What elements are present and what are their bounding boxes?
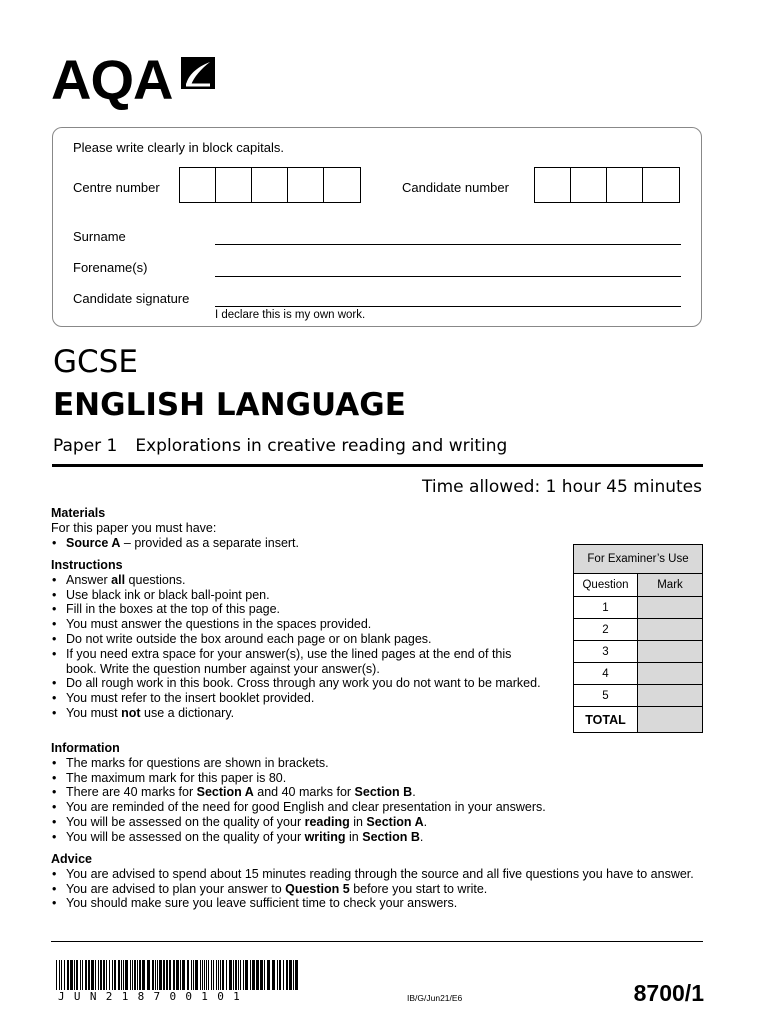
barcode-bar <box>59 960 60 990</box>
barcode-bar <box>211 960 212 990</box>
barcode-bar <box>250 960 251 990</box>
instruction-item: • Do not write outside the box around each page or on blank pages. <box>51 632 541 647</box>
barcode-bar <box>70 960 73 990</box>
centre-digit-box[interactable] <box>324 168 360 202</box>
barcode-bar <box>293 960 294 990</box>
barcode-bar <box>256 960 259 990</box>
surname-line[interactable] <box>215 244 681 245</box>
materials-heading: Materials <box>51 506 106 520</box>
centre-digit-box[interactable] <box>216 168 252 202</box>
signature-label: Candidate signature <box>73 291 190 306</box>
mark-cell <box>638 597 702 618</box>
aqa-leaf-icon <box>179 55 217 91</box>
barcode-bar <box>182 960 185 990</box>
centre-digit-box[interactable] <box>252 168 288 202</box>
barcode-bar <box>130 960 131 990</box>
barcode-bar <box>202 960 203 990</box>
barcode-bar <box>123 960 124 990</box>
candidate-digit-box[interactable] <box>607 168 643 202</box>
mark-cell <box>638 619 702 640</box>
barcode-bar <box>218 960 219 990</box>
barcode-bar <box>252 960 255 990</box>
barcode-bar <box>88 960 90 990</box>
barcode-bar <box>139 960 141 990</box>
barcode-bar <box>155 960 156 990</box>
barcode-bar <box>245 960 248 990</box>
information-item: • You will be assessed on the quality of your reading in Section A. <box>51 815 701 830</box>
aqa-logo: AQA <box>51 48 173 111</box>
centre-digit-box[interactable] <box>180 168 216 202</box>
barcode-bar <box>91 960 94 990</box>
total-label: TOTAL <box>574 707 638 732</box>
barcode-bar <box>283 960 284 990</box>
barcode-bar <box>103 960 105 990</box>
barcode-bar <box>187 960 189 990</box>
paper-title <box>53 436 507 456</box>
instruction-item: • If you need extra space for your answer(s), use the lined pages at the end of this book. Write the question number against your answer(s). <box>51 647 541 677</box>
barcode-bar <box>142 960 145 990</box>
barcode-bar <box>191 960 192 990</box>
barcode-bar <box>114 960 116 990</box>
footer-divider <box>51 941 703 942</box>
information-item: • The marks for questions are shown in brackets. <box>51 756 701 771</box>
subject-title: ENGLISH LANGUAGE <box>53 387 406 423</box>
examiner-use-table <box>573 544 703 733</box>
barcode-bar <box>74 960 75 990</box>
information-item: • The maximum mark for this paper is 80. <box>51 771 701 786</box>
barcode-bar <box>147 960 150 990</box>
barcode-bar <box>109 960 110 990</box>
barcode-bar <box>220 960 221 990</box>
block-capitals-instruction: Please write clearly in block capitals. <box>73 140 284 155</box>
barcode-bar <box>243 960 244 990</box>
time-allowed: Time allowed: 1 hour 45 minutes <box>422 477 702 497</box>
barcode-bar <box>67 960 69 990</box>
instruction-item: • Fill in the boxes at the top of this page. <box>51 602 541 617</box>
barcode-bar <box>152 960 154 990</box>
advice-heading: Advice <box>51 852 92 866</box>
barcode-bar <box>157 960 158 990</box>
title-divider <box>52 464 703 467</box>
barcode-bar <box>222 960 224 990</box>
barcode-bar <box>264 960 265 990</box>
instructions-heading: Instructions <box>51 558 123 572</box>
barcode-bar <box>226 960 227 990</box>
information-section <box>51 741 701 845</box>
barcode-bar <box>260 960 263 990</box>
question-number: 1 <box>574 597 638 618</box>
forename-line[interactable] <box>215 276 681 277</box>
barcode-bar <box>216 960 217 990</box>
barcode-bar <box>106 960 107 990</box>
paper-code: 8700/1 <box>633 980 704 1006</box>
mark-cell <box>638 663 702 684</box>
examiner-table-title: For Examiner’s Use <box>574 545 702 574</box>
candidate-number-label: Candidate number <box>402 180 509 195</box>
qualification-title: GCSE <box>53 344 138 380</box>
mark-cell <box>638 641 702 662</box>
instructions-section <box>51 558 541 721</box>
mark-column-header: Mark <box>638 574 702 596</box>
information-item: • You are reminded of the need for good English and clear presentation in your answers. <box>51 800 701 815</box>
barcode-bar <box>238 960 239 990</box>
barcode-bar <box>176 960 179 990</box>
barcode-bar <box>80 960 81 990</box>
barcode-bar <box>100 960 102 990</box>
instruction-item: • Answer all questions. <box>51 573 541 588</box>
question-number: 3 <box>574 641 638 662</box>
barcode-bar <box>82 960 83 990</box>
barcode-bar <box>208 960 209 990</box>
barcode-bar <box>277 960 278 990</box>
barcode-bar <box>295 960 298 990</box>
barcode-bar <box>279 960 281 990</box>
barcode-bar <box>121 960 122 990</box>
barcode-bar <box>95 960 96 990</box>
barcode-bar <box>235 960 237 990</box>
total-mark-cell <box>638 707 702 732</box>
barcode-bar <box>163 960 165 990</box>
mark-cell <box>638 685 702 706</box>
information-heading: Information <box>51 741 120 755</box>
barcode-bar <box>233 960 234 990</box>
barcode-bar <box>56 960 57 990</box>
barcode-number: JUN218700101 <box>58 990 250 1003</box>
advice-item: • You are advised to plan your answer to Question 5 before you start to write. <box>51 882 701 897</box>
surname-label: Surname <box>73 229 126 244</box>
candidate-number-boxes[interactable] <box>534 167 680 203</box>
question-number: 5 <box>574 685 638 706</box>
barcode-bar <box>134 960 136 990</box>
centre-number-label: Centre number <box>73 180 160 195</box>
information-item: • You will be assessed on the quality of your writing in Section B. <box>51 830 701 845</box>
barcode-bar <box>180 960 181 990</box>
barcode-bar <box>137 960 138 990</box>
advice-section <box>51 852 701 911</box>
barcode-bar <box>169 960 171 990</box>
barcode-bar <box>112 960 113 990</box>
barcode-bar <box>204 960 205 990</box>
barcode-bar <box>159 960 162 990</box>
barcode-bar <box>213 960 214 990</box>
question-number: 2 <box>574 619 638 640</box>
barcode-bar <box>85 960 87 990</box>
barcode-bar <box>267 960 270 990</box>
candidate-digit-box[interactable] <box>535 168 571 202</box>
barcode-bar <box>132 960 133 990</box>
advice-item: • You are advised to spend about 15 minutes reading through the source and all five questions you have to answer. <box>51 867 701 882</box>
barcode-bar <box>61 960 62 990</box>
barcode-bar <box>286 960 288 990</box>
barcode-bar <box>173 960 175 990</box>
barcode-bar <box>166 960 168 990</box>
barcode-bar <box>76 960 78 990</box>
barcode-bar <box>272 960 275 990</box>
barcode-bar <box>195 960 198 990</box>
barcode-bar <box>289 960 292 990</box>
barcode-bar <box>206 960 207 990</box>
forename-label: Forename(s) <box>73 260 148 275</box>
candidate-digit-box[interactable] <box>643 168 679 202</box>
question-number: 4 <box>574 663 638 684</box>
instruction-item: • You must answer the questions in the spaces provided. <box>51 617 541 632</box>
candidate-digit-box[interactable] <box>571 168 607 202</box>
paper-name: Explorations in creative reading and writing <box>135 436 508 456</box>
barcode-bar <box>118 960 120 990</box>
barcode-bar <box>98 960 99 990</box>
barcode-bar <box>240 960 241 990</box>
signature-line[interactable] <box>215 306 681 307</box>
instruction-item: • You must refer to the insert booklet provided. <box>51 691 541 706</box>
barcode-bar <box>193 960 194 990</box>
barcode-bar <box>125 960 128 990</box>
materials-intro: For this paper you must have: <box>51 520 217 535</box>
barcode-bar <box>229 960 232 990</box>
barcode-bar <box>64 960 65 990</box>
centre-digit-box[interactable] <box>288 168 324 202</box>
paper-number: Paper 1 <box>53 436 118 456</box>
instruction-item: • Use black ink or black ball-point pen. <box>51 588 541 603</box>
information-item: • There are 40 marks for Section A and 40 marks for Section B. <box>51 785 701 800</box>
instruction-item: • You must not use a dictionary. <box>51 706 541 721</box>
centre-number-boxes[interactable] <box>179 167 361 203</box>
materials-item: • Source A – provided as a separate insert. <box>51 536 299 551</box>
question-column-header: Question <box>574 574 638 596</box>
paper-reference: IB/G/Jun21/E6 <box>407 993 463 1003</box>
barcode <box>56 960 298 990</box>
materials-section <box>51 506 299 550</box>
instruction-item: • Do all rough work in this book. Cross through any work you do not want to be marked. <box>51 676 541 691</box>
advice-item: • You should make sure you leave sufficient time to check your answers. <box>51 896 701 911</box>
declaration-text: I declare this is my own work. <box>215 309 366 321</box>
barcode-bar <box>200 960 201 990</box>
